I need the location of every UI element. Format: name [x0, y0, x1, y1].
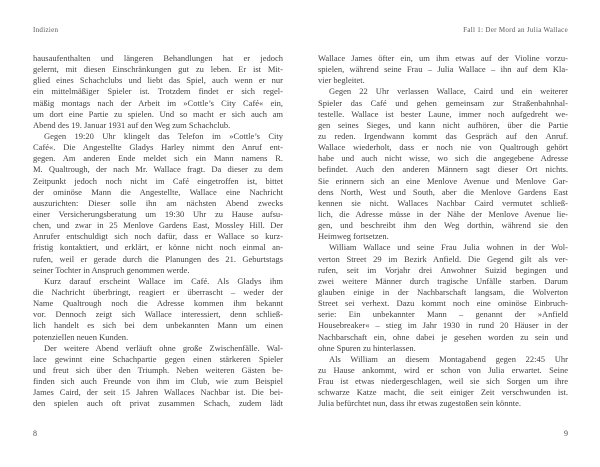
text-line: gelernt, mit diesen Einschränkungen gut zu leben. Er ist Mit- [33, 64, 283, 75]
text-line: vier begleitet. [318, 75, 365, 86]
page-number-right: 9 [564, 429, 568, 438]
text-line: lich handelt es sich bei dem unbekannten Mann um einen [33, 320, 283, 331]
text-line: M. Qualtrough, der nach Mr. Wallace fragt. Da dieser zu dem [33, 164, 283, 175]
text-line: habe und auch nicht wisse, wo sich die angegebene Adresse [318, 153, 568, 164]
text-line: schwarze Katze macht, die seit einiger Zeit verschwunden ist. [318, 387, 568, 398]
text-line: Gegen 19:20 Uhr klingelt das Telefon im »Cottle’s City [44, 130, 283, 141]
text-line: Julia befürchtet nun, dass ihr etwas zugestoßen sein könnte. [318, 398, 522, 409]
text-line: rufen, seit im Vorjahr drei Anwohner Suizid begingen und [318, 264, 568, 275]
text-line: hausaufenthalten und längeren Behandlungen hat er jedoch [33, 53, 283, 63]
text-line: den spielen auch oft privat zusammen Schach, zudem lädt [33, 398, 283, 409]
text-line: serie: Ein unbekannter Mann – genannt der »Anfield [318, 309, 568, 320]
text-line: Name Qualtrough noch die Adresse kommen ihm bekannt [33, 298, 283, 309]
text-line: Gegen 22 Uhr verlassen Wallace, Caird und ein weiterer [329, 86, 568, 97]
text-line: rufen, weil er gerade durch die Planungen des 21. Geburtstags [33, 253, 283, 264]
text-line: zwei weitere Männer durch tragische Unfälle starben. Darum [318, 275, 568, 286]
text-line: gegen. Am anderen Ende meldet sich ein Mann namens R. [33, 153, 283, 164]
body-text-left [33, 53, 283, 410]
text-line: Der weitere Abend verläuft ohne große Zwischenfälle. Wal- [44, 342, 283, 353]
text-line: ohne Spuren zu hinterlassen. [318, 342, 416, 353]
text-line: Heimweg fortsetzen. [318, 231, 389, 242]
text-line: mäßig montags nach der Arbeit im »Cottle’s City Café« ein, [33, 97, 283, 108]
text-line: Abend des 19. Januar 1931 auf den Weg zum Schachclub. [33, 119, 231, 130]
text-line: James Caird, der seit 15 Jahren Wallaces Nachbar ist. Die bei- [33, 387, 283, 398]
text-line: verton Street 29 im Bezirk Anfield. Die Gegend gilt als ver- [318, 253, 568, 264]
text-line: William Wallace und seine Frau Julia wohnen in der Wol- [329, 242, 568, 253]
text-line: fristig kontaktiert, und erklärt, er könne nicht noch einmal an- [33, 242, 283, 253]
text-line: glied eines Schachclubs und liebt das Spiel, auch wenn er nur [33, 75, 283, 86]
text-line: Als William an diesem Montagabend gegen 22:45 Uhr [329, 353, 568, 364]
page-left [33, 0, 283, 467]
text-line: und freut sich über den Triumph. Neben weiteren Gästen be- [33, 364, 283, 375]
text-line: der ominöse Mann die Angestellte, Wallace eine Nachricht [33, 186, 283, 197]
text-line: finden sich auch Freunde von ihm im Club, wie zum Beispiel [33, 376, 283, 387]
text-line: Zeitpunkt jedoch noch nicht im Café eingetroffen ist, bittet [33, 175, 283, 186]
page-right [318, 0, 568, 467]
text-line: kennen sie nicht. Wallaces Nachbar Caird vermutet schließ- [318, 197, 568, 208]
text-line: um dort eine Partie zu spielen. Und so macht er sich auch am [33, 108, 283, 119]
text-line: Kurz darauf erscheint Wallace im Café. Als Gladys ihm [44, 275, 283, 286]
text-line: vor. Dennoch zeigt sich Wallace interessiert, denn schließ- [33, 309, 283, 320]
text-line: gen seines Sieges, und kann nicht aufhören, über die Partie [318, 119, 568, 130]
text-line: Café«. Die Angestellte Gladys Harley nimmt den Anruf ent- [33, 142, 283, 153]
text-line: spielen, während seine Frau – Julia Wallace – ihn auf dem Kla- [318, 64, 568, 75]
text-line: Wallace James öfter ein, um ihm etwas auf der Violine vorzu- [318, 53, 568, 63]
running-header-right: Fall 1: Der Mord an Julia Wallace [463, 26, 568, 34]
text-line: gen, und beschreibt ihm den Weg dorthin, während sie den [318, 220, 568, 231]
text-line: Sie erinnern sich an eine Menlove Avenue und Menlove Gar- [318, 175, 568, 186]
text-line: seiner Tochter in Anspruch genommen werde. [33, 264, 190, 275]
page-number-left: 8 [33, 429, 37, 438]
running-header-left: Indizien [33, 26, 59, 34]
text-line: Housebreaker« – stieg im Jahr 1930 in rund 20 Häuser in der [318, 320, 568, 331]
text-line: zu reden. Irgendwann kommt das Gespräch auf den Anruf. [318, 130, 568, 141]
text-line: chen, und zwar in 25 Menlove Gardens East, Mossley Hill. Der [33, 220, 283, 231]
text-line: glauben einige in der Nachbarschaft langsam, die Wolverton [318, 286, 568, 297]
text-line: dens North, West und South, aber die Menlove Gardens East [318, 186, 568, 197]
text-line: Spieler das Café und gehen gemeinsam zur Straßenbahnhal- [318, 97, 568, 108]
text-line: Nachbarschaft ein, ohne dabei je gesehen worden zu sein und [318, 331, 568, 342]
text-line: ein mittelmäßiger Spieler ist. Trotzdem findet er sich regel- [33, 86, 283, 97]
text-line: Wallace wiederholt, dass er noch nie von Qualtrough gehört [318, 142, 568, 153]
text-line: potenziellen neuen Kunden. [33, 331, 129, 342]
text-line: zu Hause ankommt, wird er schon von Julia erwartet. Seine [318, 364, 568, 375]
text-line: lace gewinnt eine Schachpartie gegen einen stärkeren Spieler [33, 353, 283, 364]
text-line: Anrufer entschuldigt sich noch dafür, dass er Wallace so kurz- [33, 231, 283, 242]
text-line: testelle. Wallace ist bester Laune, immer noch aufgedreht we- [318, 108, 568, 119]
text-line: auszurichten: Dieser solle ihn am nächsten Abend zwecks [33, 197, 283, 208]
body-text-right [318, 53, 568, 410]
text-line: lich, die Adresse müsse in der Nähe der Menlove Avenue lie- [318, 208, 568, 219]
text-line: Street sei verhext. Dazu kommt noch eine ominöse Einbruch- [318, 298, 568, 309]
text-line: einer Versicherungsberatung um 19:30 Uhr zu Hause aufsu- [33, 208, 283, 219]
text-line: Frau ist etwas niedergeschlagen, weil sie sich Sorgen um ihre [318, 376, 568, 387]
text-line: die Nachricht überbringt, reagiert er überrascht – weder der [33, 286, 283, 297]
text-line: befindet. Auch den anderen Männern sagt dieser Ort nichts. [318, 164, 568, 175]
